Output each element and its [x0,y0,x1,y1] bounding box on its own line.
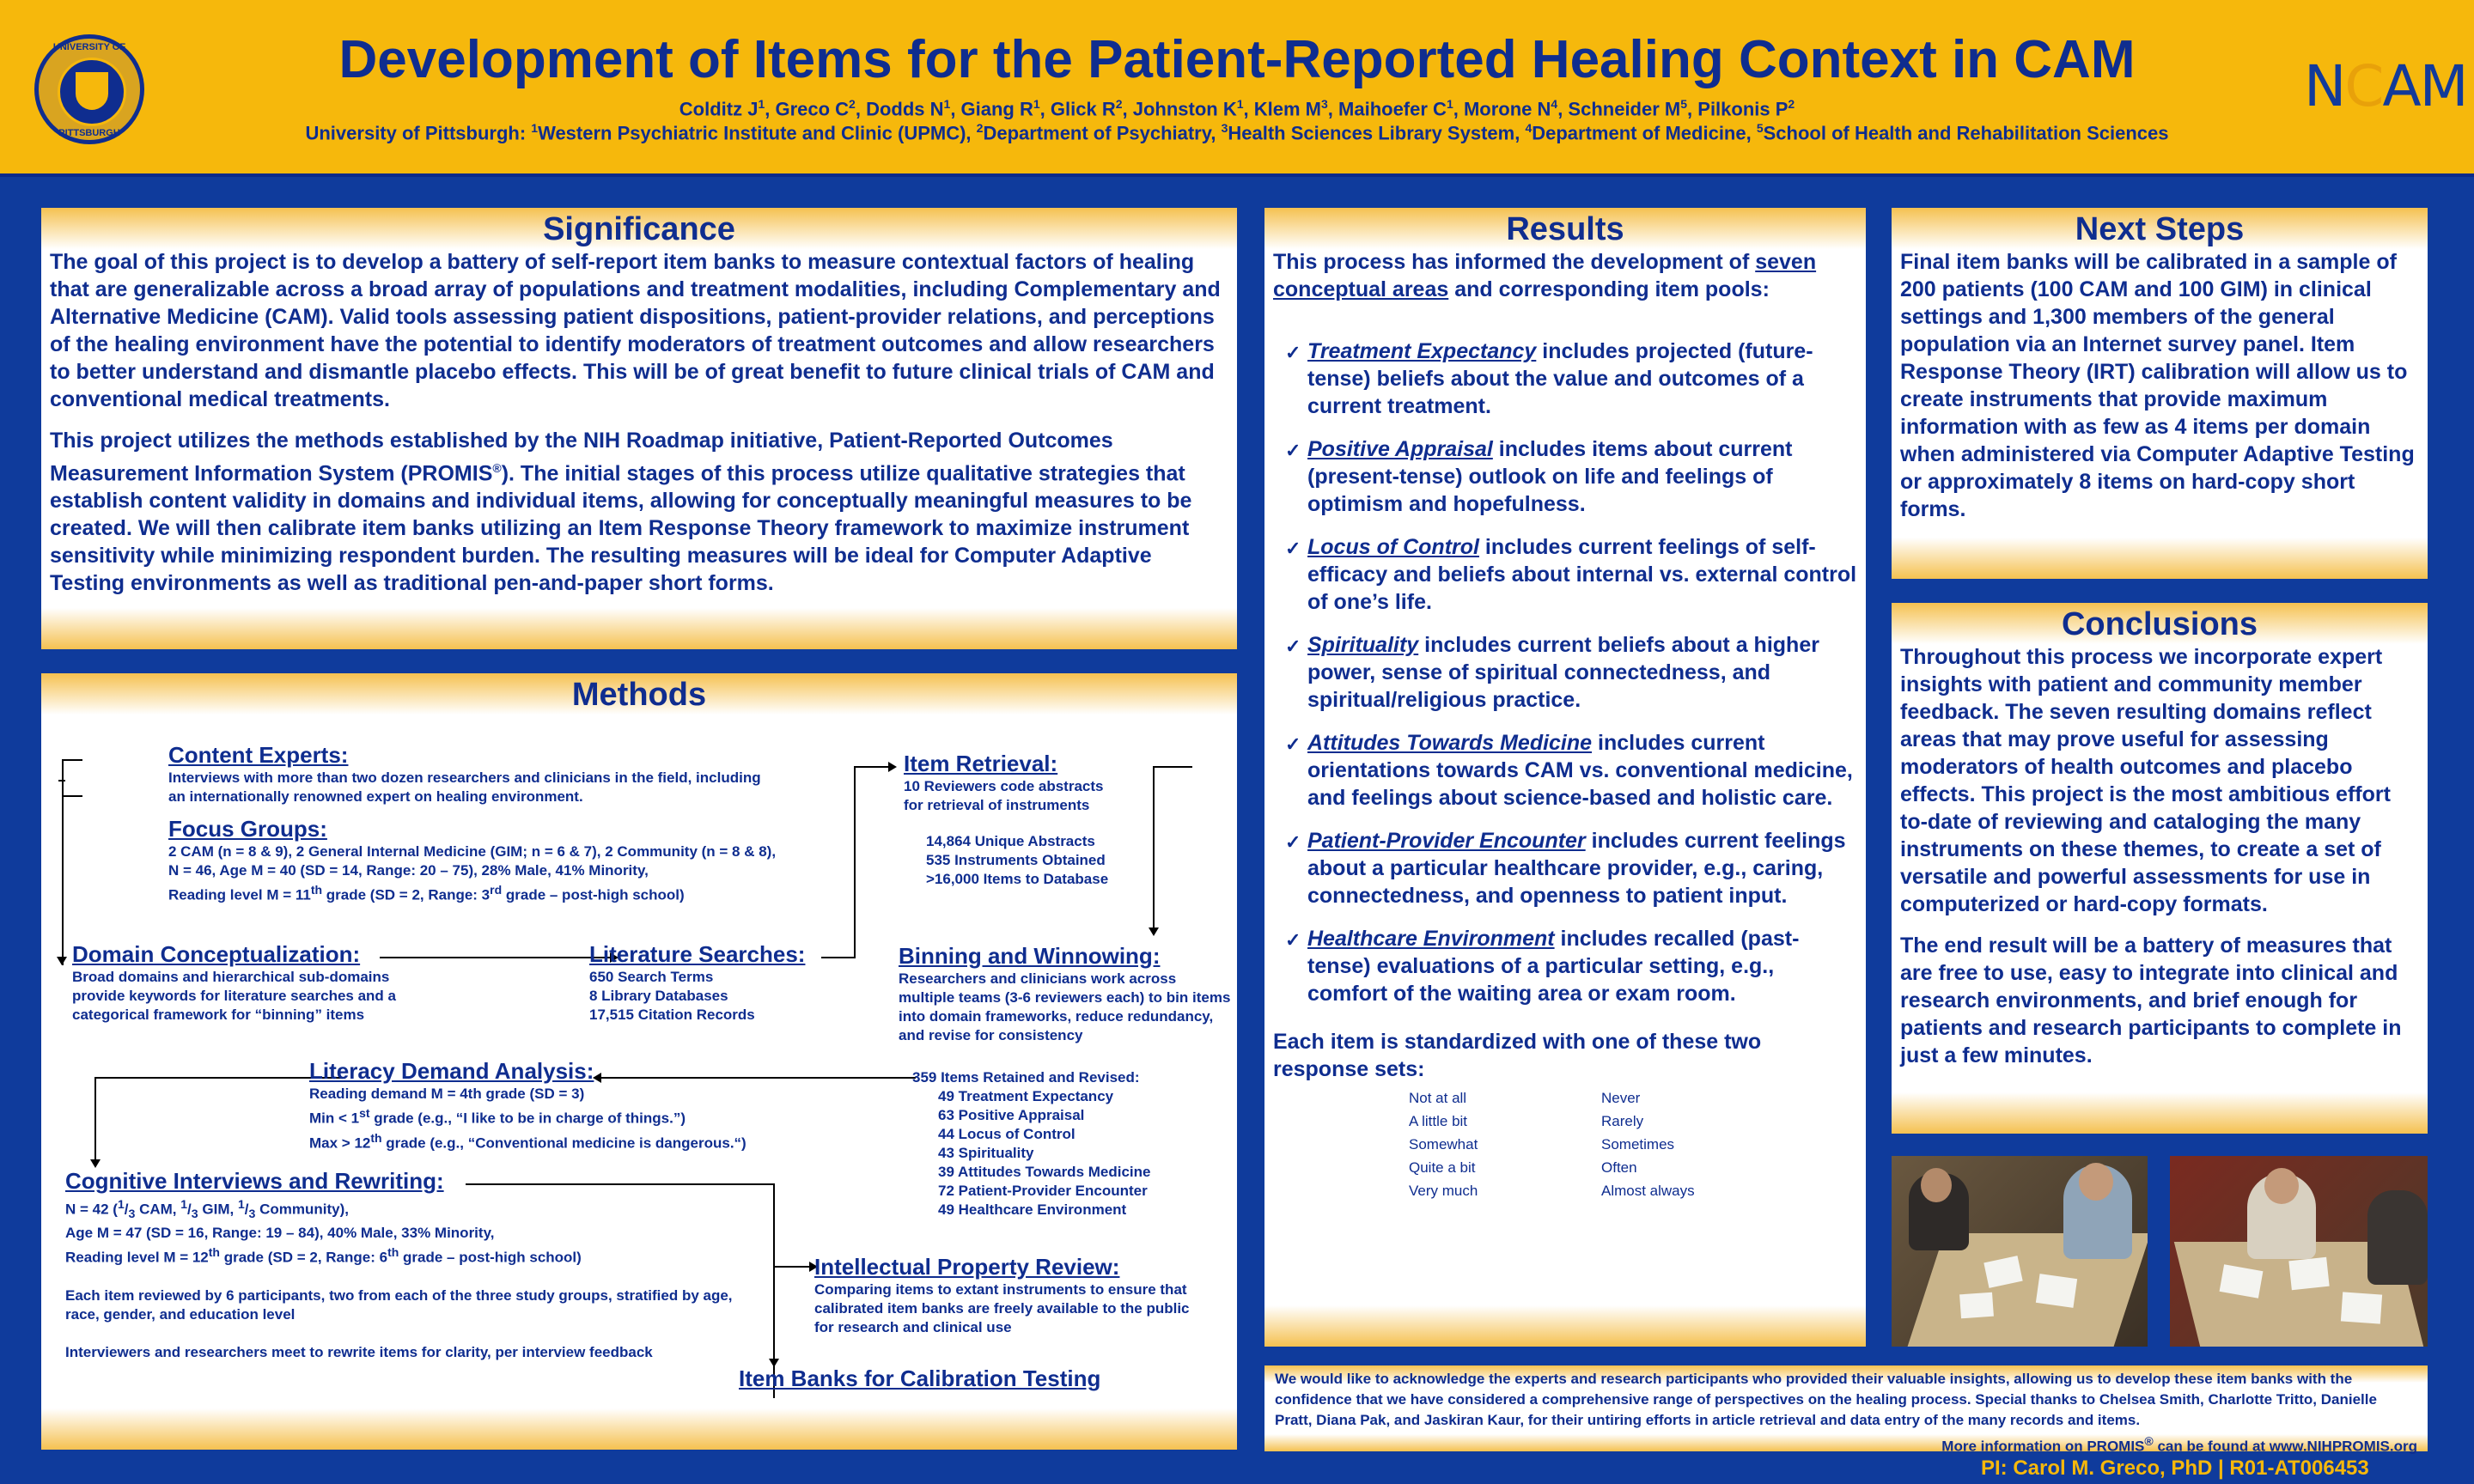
flow-line [94,1077,96,1163]
conclusions-paragraph-1: Throughout this process we incorporate expert insights with patient and community member feedback. The seven resulting domains reflect areas that may prove useful for assessing moderators of health outcomes and placebo effects. This project is the most ambitious effort to-date of reviewing and cataloging the many instruments on these themes, to create a set of versatile and powerful assessments for use in computerized or hard-copy formats. [1900,645,2391,916]
flow-line [94,1077,345,1079]
arrow-down-icon [1149,928,1159,936]
significance-panel [41,208,1237,649]
response-option: Rarely [1601,1113,1644,1129]
promis-link-text: More information on PROMIS® can be found at www.NIHPROMIS.org [1941,1434,2417,1455]
checkmark-icon: ✓ [1285,831,1301,853]
intellectual-property-heading: Intellectual Property Review: [814,1254,1120,1280]
results-panel [1264,208,1866,1347]
methods-title: Methods [571,677,707,713]
checkmark-icon: ✓ [1285,636,1301,657]
photo-focus-group-2 [2170,1156,2428,1347]
conceptual-area-item [1285,827,1857,909]
seal-bottom-text: PITTSBURGH [58,128,120,138]
photo-focus-group-1 [1892,1156,2148,1347]
arrow-down-icon [57,957,67,965]
significance-paragraph-2: This project utilizes the methods established by the NIH Roadmap initiative, Patient-Reported Outcomes Measurement Information System (PROMIS®). The initial stages of this process utilize qualitative strategies that establish content validity in domains and individual items, allowing for conceptually meaningful measures to be created. We will then calibrate item banks utilizing an Item Response Theory framework to maximize instrument sensitivity while minimizing respondent burden. The resulting measures will be ideal for Computer Adaptive Testing environments as well as traditional pen-and-paper short forms. [50,429,1192,596]
conceptual-area-description: includes current beliefs about a higher power, sense of spiritual connectedness, and spiritual/religious practice. [1307,633,1819,712]
items-retained-heading: 359 Items Retained and Revised: [912,1069,1140,1086]
literacy-demand-step [309,1058,842,1153]
conceptual-area-item [1285,533,1857,616]
conceptual-area-item [1285,435,1857,518]
response-option: Sometimes [1601,1136,1675,1153]
conceptual-area-name: Locus of Control [1307,535,1479,559]
affiliations: University of Pittsburgh: $^1$Western Psychiatric Institute and Clinic (UPMC), $^2$Department of Psychiatry, $^3$Health Sciences Library System, $^4$Department of Medicine, $^5$School of Health and Rehabilitation Sciences [305,121,2169,144]
retained-domain-item: 49 Healthcare Environment [938,1201,1127,1218]
focus-groups-step [168,816,856,905]
checkmark-icon: ✓ [1285,440,1301,461]
checkmark-icon: ✓ [1285,538,1301,559]
cognitive-interviews-heading: Cognitive Interviews and Rewriting: [65,1168,444,1194]
cognitive-interviews-text: N = 42 ($^1/_3$ CAM, $^1/_3$ GIM, $^1/_3$ Community), Age M = 47 (SD = 16, Range: 19 – 84), 40% Male, 33% Minority, Reading level M = 12th grade (SD = 2, Range: 6th grade – post-high school) [65,1197,582,1266]
intellectual-property-step [814,1254,1210,1337]
response-set-intensity [1409,1086,1601,1202]
flow-line [773,1266,811,1268]
response-option: Quite a bit [1409,1159,1476,1176]
results-title: Results [1506,211,1624,247]
conceptual-area-item [1285,338,1857,420]
arrow-down-icon [90,1159,101,1168]
next-steps-title: Next Steps [2075,211,2245,247]
conceptual-area-item [1285,631,1857,714]
conclusions-title: Conclusions [2061,606,2258,642]
conceptual-area-name: Positive Appraisal [1307,437,1493,461]
next-steps-panel [1892,208,2428,579]
acknowledgement-text: We would like to acknowledge the experts and research participants who provided their valuable insights, allowing us to develop these item banks with the confidence that we have considered a comprehensive range of perspectives on the healing process. Special thanks to Chelsea Smith, Charlotte Tritto, Danielle Pratt, Diana Pak, and Jaskiran Kaur, for their untiring efforts in article retrieval and data entry of the many records and items. [1275,1371,2377,1428]
cognitive-interviews-step [65,1168,778,1362]
results-intro: This process has informed the development of seven conceptual areas and corresponding item pools: [1273,250,1817,301]
item-retrieval-heading: Item Retrieval: [904,751,1058,776]
conclusions-paragraph-2: The end result will be a battery of measures that are free to use, easy to integrate into clinical and research environments, and brief enough for patients and research participants to complete in just a few minutes. [1900,934,2402,1067]
checkmark-icon: ✓ [1285,342,1301,363]
retained-domain-item: 39 Attitudes Towards Medicine [938,1164,1151,1180]
response-option: Very much [1409,1183,1478,1199]
content-experts-text: Interviews with more than two dozen researchers and clinicians in the field, including an internationally renowned expert on healing environment. [168,769,761,805]
flow-line [854,766,890,768]
retained-domain-item: 72 Patient-Provider Encounter [938,1183,1148,1199]
conceptual-area-description: includes items about current (present-tense) outlook on life and feelings of optimism and hopefulness. [1307,437,1793,516]
significance-paragraph-1: The goal of this project is to develop a battery of self-report item banks to measure contextual factors of healing that are generalizable across a broad array of populations and treatment modalities, including Complementary and Alternative Medicine (CAM). Valid tools assessing patient dispositions, patient-provider relations, and perceptions of the healing environment have the potential to identify moderators of treatment outcomes and allow researchers to better understand and dismantle placebo effects. This will be of great benefit to future clinical trials of CAM and conventional medical treatments. [50,250,1221,411]
conceptual-area-name: Spirituality [1307,633,1419,657]
poster-header [0,0,2474,177]
flow-line [62,759,82,761]
author-list: Colditz $J^1$, Greco $C^2$, Dodds $N^1$, Giang $R^1$, Glick $R^2$, Johnston $K^1$, Klem $M^3$, Maihoefer $C^1$, Morone $N^4$, Schneider $M^5$, Pilkonis $P^2$ [679,97,1795,120]
content-experts-heading: Content Experts: [168,742,349,768]
conceptual-area-name: Attitudes Towards Medicine [1307,731,1593,755]
literacy-demand-text: Reading demand M = 4th grade (SD = 3) Min < 1st grade (e.g., “I like to be in charge of things.”) Max > 12th grade (e.g., “Conventional medicine is dangerous.“) [309,1086,746,1152]
literature-searches-text: 650 Search Terms 8 Library Databases 17,515 Citation Records [589,969,755,1023]
domain-conceptualization-step [72,941,433,1025]
conceptual-area-item [1285,925,1857,1007]
retained-domain-item: 63 Positive Appraisal [938,1107,1085,1123]
response-sets-intro: Each item is standardized with one of these two response sets: [1273,1030,1762,1081]
cognitive-interviews-rewrite: Interviewers and researchers meet to rewrite items for clarity, per interview feedback [65,1343,653,1360]
literature-searches-step [589,941,830,1025]
response-option: Almost always [1601,1183,1695,1199]
response-option: Somewhat [1409,1136,1478,1153]
item-retrieval-stats: 14,864 Unique Abstracts 535 Instruments Obtained >16,000 Items to Database [926,833,1109,887]
nccam-logo: NCAM [2304,53,2467,119]
flow-line [62,795,82,797]
methods-panel [41,673,1237,1450]
poster-title: Development of Items for the Patient-Reported Healing Context in CAM [338,30,2136,89]
response-option: Not at all [1409,1090,1467,1106]
conceptual-area-description: includes current feelings of self-efficacy and beliefs about internal vs. external control of one’s life. [1307,535,1857,614]
arrow-right-icon [888,762,897,772]
focus-groups-heading: Focus Groups: [168,816,327,842]
conceptual-area-item [1285,729,1857,812]
intellectual-property-text: Comparing items to extant instruments to ensure that calibrated item banks are freely available to the public for research and clinical use [814,1281,1190,1335]
acknowledgement-box [1264,1365,2428,1455]
conceptual-area-description: includes current feelings about a particular healthcare provider, e.g., caring, connectedness, and openness to patient input. [1307,829,1846,908]
response-option: Never [1601,1090,1641,1106]
response-sets [1409,1086,1857,1202]
conceptual-area-name: Patient-Provider Encounter [1307,829,1586,853]
pi-grant-footer: PI: Carol M. Greco, PhD | R01-AT006453 [1981,1457,2369,1480]
flow-line [62,759,64,965]
literature-searches-heading: Literature Searches: [589,941,806,967]
conceptual-area-description: includes recalled (past-tense) evaluations of a particular setting, e.g., comfort of the waiting area or exam room. [1307,927,1800,1006]
domain-conceptualization-text: Broad domains and hierarchical sub-domains provide keywords for literature searches and a categorical framework for “binning” items [72,969,396,1023]
checkmark-icon: ✓ [1285,733,1301,755]
conceptual-area-name: Treatment Expectancy [1307,339,1537,363]
item-banks-calibration-step: Item Banks for Calibration Testing [739,1365,1101,1391]
conceptual-area-description: includes current orientations towards CAM vs. conventional medicine, and feelings about science-based and holistic care. [1307,731,1853,810]
items-retained-list [938,1087,1187,1219]
focus-groups-text: 2 CAM (n = 8 & 9), 2 General Internal Medicine (GIM; n = 6 & 7), 2 Community (n = 8 & 8), N = 46, Age M = 40 (SD = 14, Range: 20 – 75), 28% Male, 41% Minority, Reading level M = 11th grade (SD = 2, Range: 3rd grade – post-high school) [168,843,777,903]
binning-text: Researchers and clinicians work across multiple teams (3-6 reviewers each) to bin items into domain frameworks, reduce redundancy, and revise for consistency [899,970,1231,1043]
checkmark-icon: ✓ [1285,929,1301,951]
retained-domain-item: 44 Locus of Control [938,1126,1076,1142]
literacy-demand-heading: Literacy Demand Analysis: [309,1058,594,1084]
significance-title: Significance [543,211,735,247]
items-retained-step [912,1068,1187,1219]
cognitive-interviews-review: Each item reviewed by 6 participants, two from each of the three study groups, stratified by age, race, gender, and education level [65,1286,733,1323]
conceptual-area-name: Healthcare Environment [1307,927,1555,951]
item-retrieval-text: 10 Reviewers code abstracts for retrieval of instruments [904,778,1104,813]
binning-step [899,943,1234,1045]
content-experts-step [168,742,856,806]
response-set-frequency [1601,1086,1794,1202]
response-option: Often [1601,1159,1637,1176]
seal-top-text: UNIVERSITY OF [52,42,126,52]
domain-conceptualization-heading: Domain Conceptualization: [72,941,361,967]
conceptual-area-description: includes projected (future-tense) beliefs about the value and outcomes of a current treatment. [1307,339,1813,418]
conclusions-panel [1892,603,2428,1134]
flow-line [58,780,65,782]
response-option: A little bit [1409,1113,1468,1129]
binning-heading: Binning and Winnowing: [899,943,1161,969]
retained-domain-item: 49 Treatment Expectancy [938,1088,1114,1104]
conceptual-areas-list [1273,338,1857,1007]
retained-domain-item: 43 Spirituality [938,1145,1034,1161]
next-steps-text: Final item banks will be calibrated in a sample of 200 patients (100 CAM and 100 GIM) in clinical settings and 1,300 members of the general population via an Internet survey panel. Item Response Theory (IRT) calibration will allow us to create instruments that provide maximum information with as few as 4 items per domain when administered via Computer Adaptive Testing or approximately 8 items on hard-copy short forms. [1900,250,2415,521]
item-retrieval-step [904,751,1161,889]
